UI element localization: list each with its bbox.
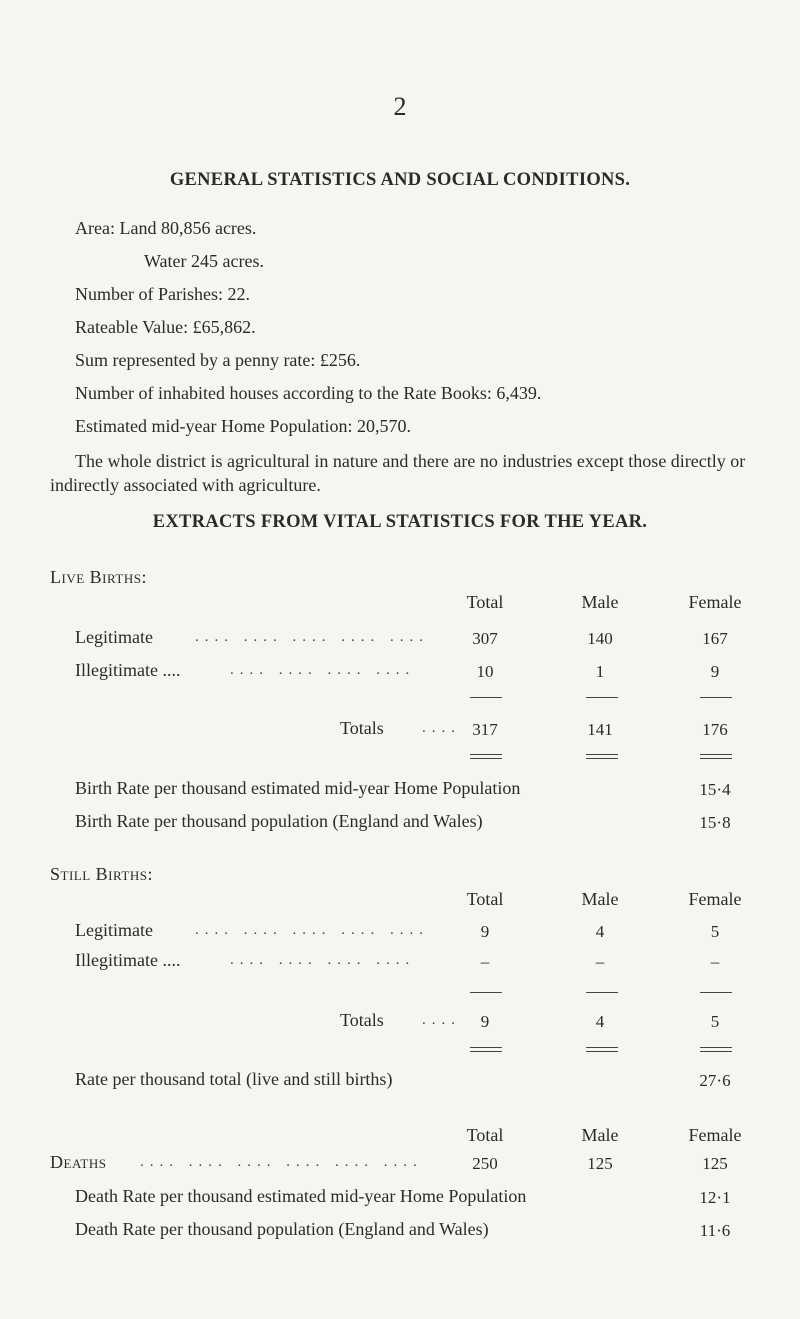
birth-rate-national-label: Birth Rate per thousand population (England and Wales) <box>75 811 483 831</box>
live-total-rule <box>470 697 502 698</box>
live-totals-total: 317 <box>472 720 498 739</box>
live-births-col-total: Total <box>466 592 504 612</box>
still-births-col-female: Female <box>688 889 742 909</box>
deaths-label: Deaths <box>50 1152 107 1172</box>
still-female-double-rule <box>700 1047 732 1052</box>
still-illegitimate-male: – <box>595 952 605 971</box>
still-totals-total: 9 <box>480 1012 490 1031</box>
live-legitimate-label: Legitimate <box>75 627 153 647</box>
still-legitimate-label: Legitimate <box>75 920 153 940</box>
still-rate-value: 27·6 <box>699 1071 731 1090</box>
live-illegitimate-label: Illegitimate .... <box>75 660 181 680</box>
rateable-value-line: Rateable Value: £65,862. <box>75 317 256 337</box>
live-total-double-rule <box>470 754 502 759</box>
live-totals-male: 141 <box>587 720 613 739</box>
still-male-rule <box>586 992 618 993</box>
live-legitimate-female: 167 <box>702 629 728 648</box>
still-male-double-rule <box>586 1047 618 1052</box>
live-illegitimate-male: 1 <box>595 662 605 681</box>
live-totals-label: Totals <box>340 718 384 738</box>
deaths-dots: .... .... .... .... .... .... <box>140 1154 423 1170</box>
still-legitimate-total: 9 <box>480 922 490 941</box>
live-illegitimate-total: 10 <box>476 662 494 681</box>
still-births-col-male: Male <box>581 889 619 909</box>
still-totals-male: 4 <box>595 1012 605 1031</box>
live-illegitimate-female: 9 <box>710 662 720 681</box>
general-statistics-heading: GENERAL STATISTICS AND SOCIAL CONDITIONS. <box>169 170 631 190</box>
still-total-double-rule <box>470 1047 502 1052</box>
deaths-female: 125 <box>702 1154 728 1173</box>
live-totals-dots: .... <box>422 720 461 736</box>
still-illegitimate-dots: .... .... .... .... <box>230 952 416 968</box>
deaths-col-female: Female <box>688 1125 742 1145</box>
deaths-male: 125 <box>587 1154 613 1173</box>
live-births-title: Live Births: <box>50 567 147 587</box>
inhabited-houses-line: Number of inhabited houses according to the Rate Books: 6,439. <box>75 383 542 403</box>
live-illegitimate-dots: .... .... .... .... <box>230 662 416 678</box>
still-legitimate-male: 4 <box>595 922 605 941</box>
death-rate-home-label: Death Rate per thousand estimated mid-year Home Population <box>75 1186 527 1206</box>
still-births-col-total: Total <box>466 889 504 909</box>
still-female-rule <box>700 992 732 993</box>
birth-rate-national-value: 15·8 <box>699 813 731 832</box>
live-female-rule <box>700 697 732 698</box>
population-line: Estimated mid-year Home Population: 20,570. <box>75 416 411 436</box>
live-legitimate-male: 140 <box>587 629 613 648</box>
still-illegitimate-label: Illegitimate .... <box>75 950 181 970</box>
live-female-double-rule <box>700 754 732 759</box>
vital-statistics-heading: EXTRACTS FROM VITAL STATISTICS FOR THE YEAR. <box>152 512 648 532</box>
penny-rate-line: Sum represented by a penny rate: £256. <box>75 350 361 370</box>
live-births-col-female: Female <box>688 592 742 612</box>
parishes-line: Number of Parishes: 22. <box>75 284 250 304</box>
district-note: The whole district is agricultural in nature and there are no industries except those directly or indirectly associated with agriculture. <box>50 451 746 495</box>
birth-rate-home-label: Birth Rate per thousand estimated mid-year Home Population <box>75 778 521 798</box>
still-totals-label: Totals <box>340 1010 384 1030</box>
live-legitimate-dots: .... .... .... .... .... <box>195 629 429 645</box>
still-rate-label: Rate per thousand total (live and still births) <box>75 1069 393 1089</box>
still-illegitimate-female: – <box>710 952 720 971</box>
still-totals-dots: .... <box>422 1012 461 1028</box>
birth-rate-home-value: 15·4 <box>699 780 731 799</box>
page-number: 2 <box>393 92 407 121</box>
live-totals-female: 176 <box>702 720 728 739</box>
still-total-rule <box>470 992 502 993</box>
live-births-col-male: Male <box>581 592 619 612</box>
area-land-line: Area: Land 80,856 acres. <box>75 218 257 238</box>
still-legitimate-dots: .... .... .... .... .... <box>195 922 429 938</box>
still-births-title: Still Births: <box>50 864 153 884</box>
live-legitimate-total: 307 <box>472 629 498 648</box>
death-rate-national-value: 11·6 <box>699 1221 731 1240</box>
live-male-double-rule <box>586 754 618 759</box>
still-totals-female: 5 <box>710 1012 720 1031</box>
live-male-rule <box>586 697 618 698</box>
deaths-col-total: Total <box>466 1125 504 1145</box>
still-legitimate-female: 5 <box>710 922 720 941</box>
deaths-total: 250 <box>472 1154 498 1173</box>
area-water-line: Water 245 acres. <box>144 251 264 271</box>
death-rate-national-label: Death Rate per thousand population (England and Wales) <box>75 1219 489 1239</box>
still-illegitimate-total: – <box>480 952 490 971</box>
deaths-col-male: Male <box>581 1125 619 1145</box>
death-rate-home-value: 12·1 <box>699 1188 731 1207</box>
